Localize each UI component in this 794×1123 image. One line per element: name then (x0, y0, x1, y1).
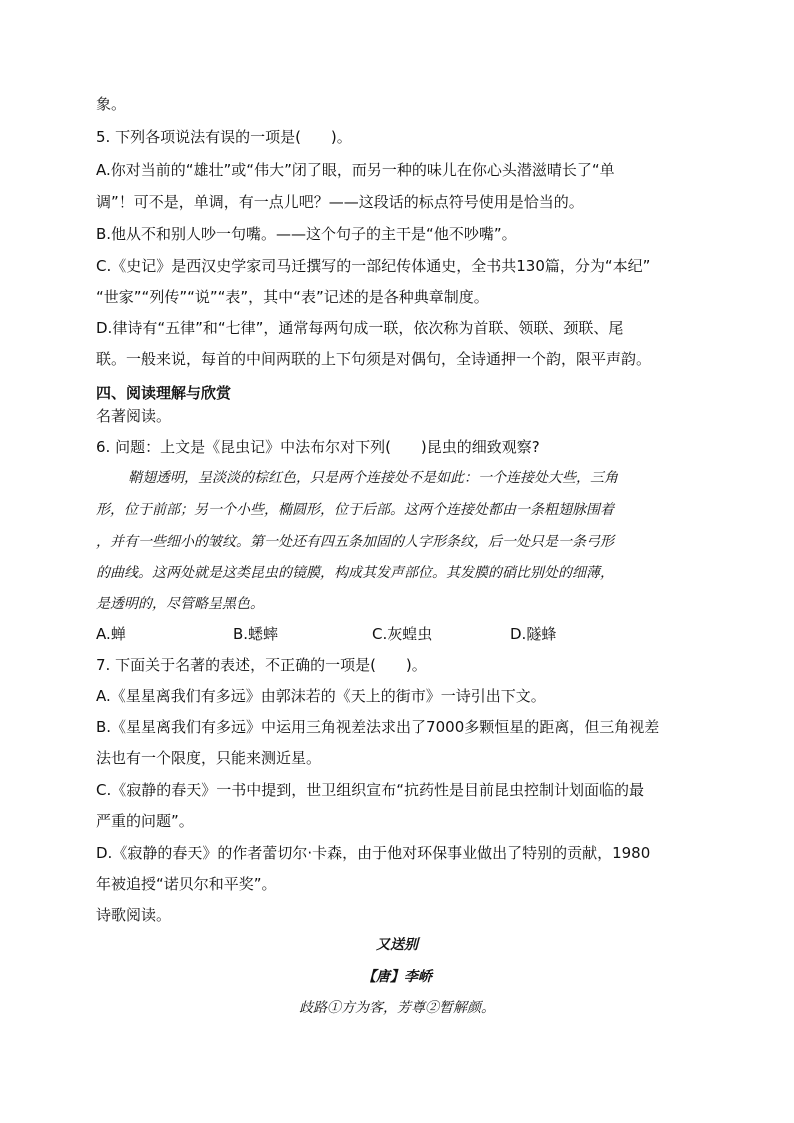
q5-option-a-line2: 调”！可不是，单调，有一点儿吧？——这段话的标点符号使用是恰当的。 (96, 193, 584, 211)
q5-option-d-line1: D.律诗有“五律”和“七律”，通常每两句成一联，依次称为首联、领联、颈联、尾 (96, 319, 624, 337)
question-6: 6. 问题：上文是《昆虫记》中法布尔对下列( )昆虫的细致观察? (96, 438, 540, 456)
passage-line: 鞘翅透明，呈淡淡的棕红色，只是两个连接处不是如此：一个连接处大些，三角 (128, 470, 618, 486)
question-7: 7. 下面关于名著的表述，不正确的一项是( )。 (96, 656, 427, 674)
question-5: 5. 下列各项说法有误的一项是( )。 (96, 128, 352, 146)
q6-option-c: C.灰蝗虫 (372, 625, 433, 643)
q6-option-a: A.蝉 (96, 625, 126, 643)
q5-option-b: B.他从不和别人吵一句嘴。——这个句子的主干是“他不吵嘴”。 (96, 225, 517, 243)
subsection-label: 诗歌阅读。 (96, 906, 172, 924)
q7-option-c-line2: 严重的问题”。 (96, 812, 194, 830)
subsection-label: 名著阅读。 (96, 407, 172, 425)
q6-option-d: D.隧蜂 (510, 625, 557, 643)
q5-option-a-line1: A.你对当前的“雄壮”或“伟大”闭了眼，而另一种的味儿在你心头潜滋晴长了“单 (96, 161, 615, 179)
passage-line: 是透明的，尽管略呈黑色。 (96, 596, 264, 612)
q5-option-c-line1: C.《史记》是西汉史学家司马迁撰写的一部纪传体通史，全书共130篇，分为“本纪” (96, 257, 651, 275)
q7-option-d-line2: 年被追授“诺贝尔和平奖”。 (96, 875, 277, 893)
q7-option-b-line2: 法也有一个限度，只能来测近星。 (96, 749, 322, 767)
q7-option-c-line1: C.《寂静的春天》一书中提到，世卫组织宣布“抗药性是目前昆虫控制计划面临的最 (96, 781, 645, 799)
q7-option-d-line1: D.《寂静的春天》的作者蕾切尔·卡森，由于他对环保事业做出了特别的贡献，1980 (96, 844, 651, 862)
passage-line: 的曲线。这两处就是这类昆虫的镜膜，构成其发声部位。其发膜的硝比别处的细薄， (96, 565, 614, 581)
poem-title: 又送别 (376, 937, 418, 953)
q6-option-b: B.蟋蟀 (233, 625, 279, 643)
q7-option-a: A.《星星离我们有多远》由郭沫若的《天上的街市》一诗引出下文。 (96, 687, 546, 705)
text-line: 象。 (96, 95, 127, 113)
q5-option-d-line2: 联。一般来说，每首的中间两联的上下句须是对偶句，全诗通押一个韵，限平声韵。 (96, 350, 652, 368)
passage-line: 形，位于前部；另一个小些，椭圆形，位于后部。这两个连接处都由一条粗翅脉围着 (96, 502, 614, 518)
passage-line: ，并有一些细小的皱纹。第一处还有四五条加固的人字形条纹，后一处只是一条弓形 (96, 534, 614, 550)
q5-option-c-line2: “世家”“列传”“说”“表”，其中“表”记述的是各种典章制度。 (96, 288, 489, 306)
poem-line: 歧路①方为客，芳尊②暂解颜。 (299, 1000, 495, 1016)
q7-option-b-line1: B.《星星离我们有多远》中运用三角视差法求出了7000多颗恒星的距离，但三角视差 (96, 718, 660, 736)
poem-author: 【唐】李峤 (362, 969, 432, 985)
section-heading: 四、阅读理解与欣赏 (96, 384, 232, 402)
